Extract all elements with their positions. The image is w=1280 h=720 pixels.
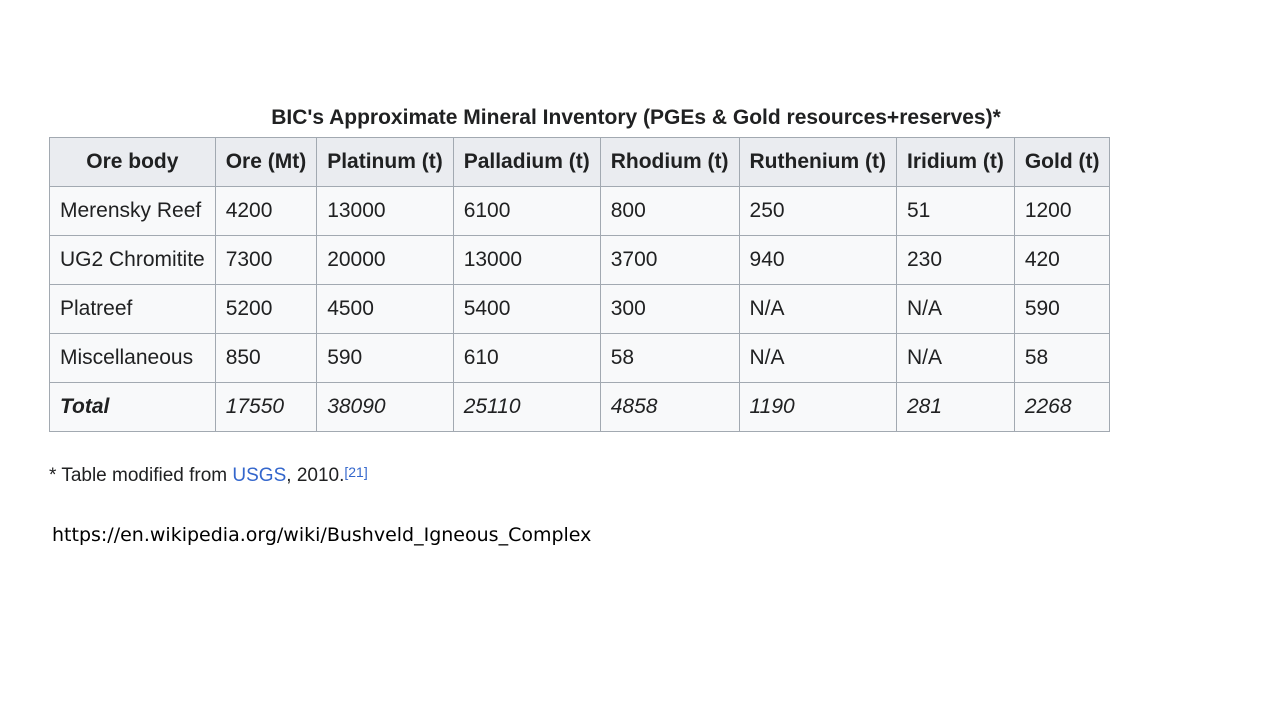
table-cell: 13000	[317, 187, 454, 236]
table-total-row	[50, 383, 1110, 432]
column-header-rhodium[interactable]: Rhodium (t)	[600, 138, 739, 187]
table-cell: 6100	[453, 187, 600, 236]
table-row	[50, 187, 1110, 236]
table-cell: 4500	[317, 285, 454, 334]
table-caption: BIC's Approximate Mineral Inventory (PGEs & Gold resources+reserves)*	[271, 106, 1001, 129]
usgs-link[interactable]: USGS	[232, 465, 287, 486]
table-cell: 20000	[317, 236, 454, 285]
reference-link[interactable]: [21]	[344, 464, 368, 480]
total-cell: 1190	[739, 383, 896, 432]
column-header-ore-body[interactable]: Ore body	[50, 138, 216, 187]
table-cell: 13000	[453, 236, 600, 285]
table-cell: 7300	[215, 236, 317, 285]
total-cell: 2268	[1014, 383, 1110, 432]
table-cell: 1200	[1014, 187, 1110, 236]
source-url: https://en.wikipedia.org/wiki/Bushveld_Igneous_Complex	[52, 524, 592, 546]
table-cell: 800	[600, 187, 739, 236]
table-cell: UG2 Chromitite	[50, 236, 216, 285]
column-header-gold[interactable]: Gold (t)	[1014, 138, 1110, 187]
table-row	[50, 334, 1110, 383]
table-cell: 5200	[215, 285, 317, 334]
table-cell: 940	[739, 236, 896, 285]
total-cell: 17550	[215, 383, 317, 432]
table-cell: N/A	[897, 334, 1015, 383]
column-header-palladium[interactable]: Palladium (t)	[453, 138, 600, 187]
total-cell: 4858	[600, 383, 739, 432]
table-cell: 58	[1014, 334, 1110, 383]
total-label: Total	[50, 383, 216, 432]
table-cell: 250	[739, 187, 896, 236]
table-cell: 51	[897, 187, 1015, 236]
table-cell: 3700	[600, 236, 739, 285]
table-cell: 5400	[453, 285, 600, 334]
table-cell: 230	[897, 236, 1015, 285]
table-cell: Platreef	[50, 285, 216, 334]
total-cell: 281	[897, 383, 1015, 432]
footnote-prefix: * Table modified from	[49, 465, 233, 486]
table-cell: Merensky Reef	[50, 187, 216, 236]
table-cell: 850	[215, 334, 317, 383]
table-cell: 420	[1014, 236, 1110, 285]
column-header-ruthenium[interactable]: Ruthenium (t)	[739, 138, 896, 187]
table-cell: 300	[600, 285, 739, 334]
table-header-row	[50, 138, 1110, 187]
column-header-platinum[interactable]: Platinum (t)	[317, 138, 454, 187]
total-cell: 25110	[453, 383, 600, 432]
table-footnote	[49, 463, 368, 489]
mineral-inventory-table	[49, 137, 1110, 432]
table-cell: 58	[600, 334, 739, 383]
column-header-iridium[interactable]: Iridium (t)	[897, 138, 1015, 187]
total-cell: 38090	[317, 383, 454, 432]
table-cell: 4200	[215, 187, 317, 236]
table-cell: 610	[453, 334, 600, 383]
table-row	[50, 285, 1110, 334]
table-cell: 590	[1014, 285, 1110, 334]
table-cell: N/A	[739, 285, 896, 334]
table-cell: N/A	[897, 285, 1015, 334]
table-cell: 590	[317, 334, 454, 383]
table-cell: N/A	[739, 334, 896, 383]
footnote-suffix: , 2010.	[286, 465, 345, 486]
column-header-ore[interactable]: Ore (Mt)	[215, 138, 317, 187]
table-cell: Miscellaneous	[50, 334, 216, 383]
table-row	[50, 236, 1110, 285]
